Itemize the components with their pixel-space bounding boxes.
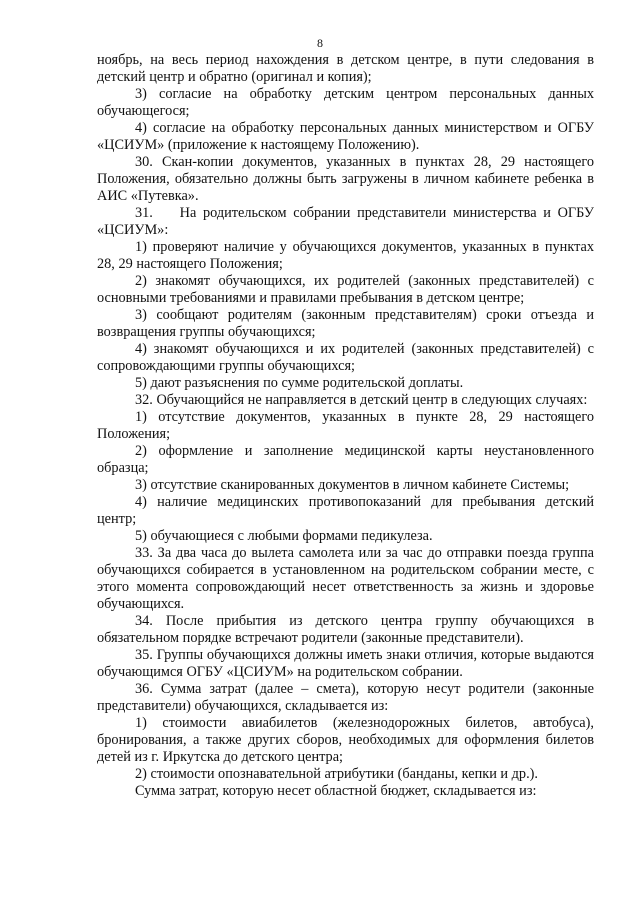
paragraph: 4) знакомят обучающихся и их родителей (законных представителей) с сопровождающими группы обучающихся; [97,341,594,374]
paragraph: 31. На родительском собрании представители министерства и ОГБУ «ЦСИУМ»: [97,205,594,238]
paragraph: 32. Обучающийся не направляется в детский центр в следующих случаях: [135,392,588,408]
paragraph: 33. За два часа до вылета самолета или за час до отправки поезда группа обучающихся собирается в установленном на родительском собрании месте, с этого момента сопровождающий несет ответственность за жизнь и здоровье обучающихся. [97,545,594,612]
paragraph: 1) проверяют наличие у обучающихся документов, указанных в пунктах 28, 29 настоящего Положения; [97,239,594,272]
paragraph: 5) дают разъяснения по сумме родительской доплаты. [135,375,464,391]
paragraph: 34. После прибытия из детского центра группу обучающихся в обязательном порядке встречают родители (законные представители). [97,613,594,646]
paragraph: 4) согласие на обработку персональных данных министерством и ОГБУ «ЦСИУМ» (приложение к настоящему Положению). [97,120,594,153]
paragraph: 3) сообщают родителям (законным представителям) сроки отъезда и возвращения группы обучающихся; [97,307,594,340]
page-number: 8 [317,36,323,50]
paragraph: 2) знакомят обучающихся, их родителей (законных представителей) с основными требованиями и правилами пребывания в детском центре; [97,273,594,306]
document-body [97,52,594,800]
paragraph: 2) стоимости опознавательной атрибутики (банданы, кепки и др.). [135,766,538,782]
paragraph: 2) оформление и заполнение медицинской карты неустановленного образца; [97,443,594,476]
paragraph: 3) согласие на обработку детским центром персональных данных обучающегося; [97,86,594,119]
paragraph: 3) отсутствие сканированных документов в личном кабинете Системы; [135,477,570,493]
paragraph: 1) отсутствие документов, указанных в пункте 28, 29 настоящего Положения; [97,409,594,442]
paragraph: 5) обучающиеся с любыми формами педикулеза. [135,528,433,544]
paragraph: 30. Скан-копии документов, указанных в пунктах 28, 29 настоящего Положения, обязательно должны быть загружены в личном кабинете ребенка в АИС «Путевка». [97,154,594,204]
paragraph: Сумма затрат, которую несет областной бюджет, складывается из: [135,783,537,799]
paragraph: 35. Группы обучающихся должны иметь знаки отличия, которые выдаются обучающимся ОГБУ «ЦСИУМ» на родительском собрании. [97,647,594,680]
paragraph: 4) наличие медицинских противопоказаний для пребывания детский центр; [97,494,594,527]
paragraph: 36. Сумма затрат (далее – смета), которую несут родители (законные представители) обучающихся, складывается из: [97,681,594,714]
paragraph: 1) стоимости авиабилетов (железнодорожных билетов, автобуса), бронирования, а также других сборов, необходимых для оформления билетов детей из г. Иркутска до детского центра; [97,715,594,765]
paragraph: ноябрь, на весь период нахождения в детском центре, в пути следования в детский центр и обратно (оригинал и копия); [97,52,594,85]
